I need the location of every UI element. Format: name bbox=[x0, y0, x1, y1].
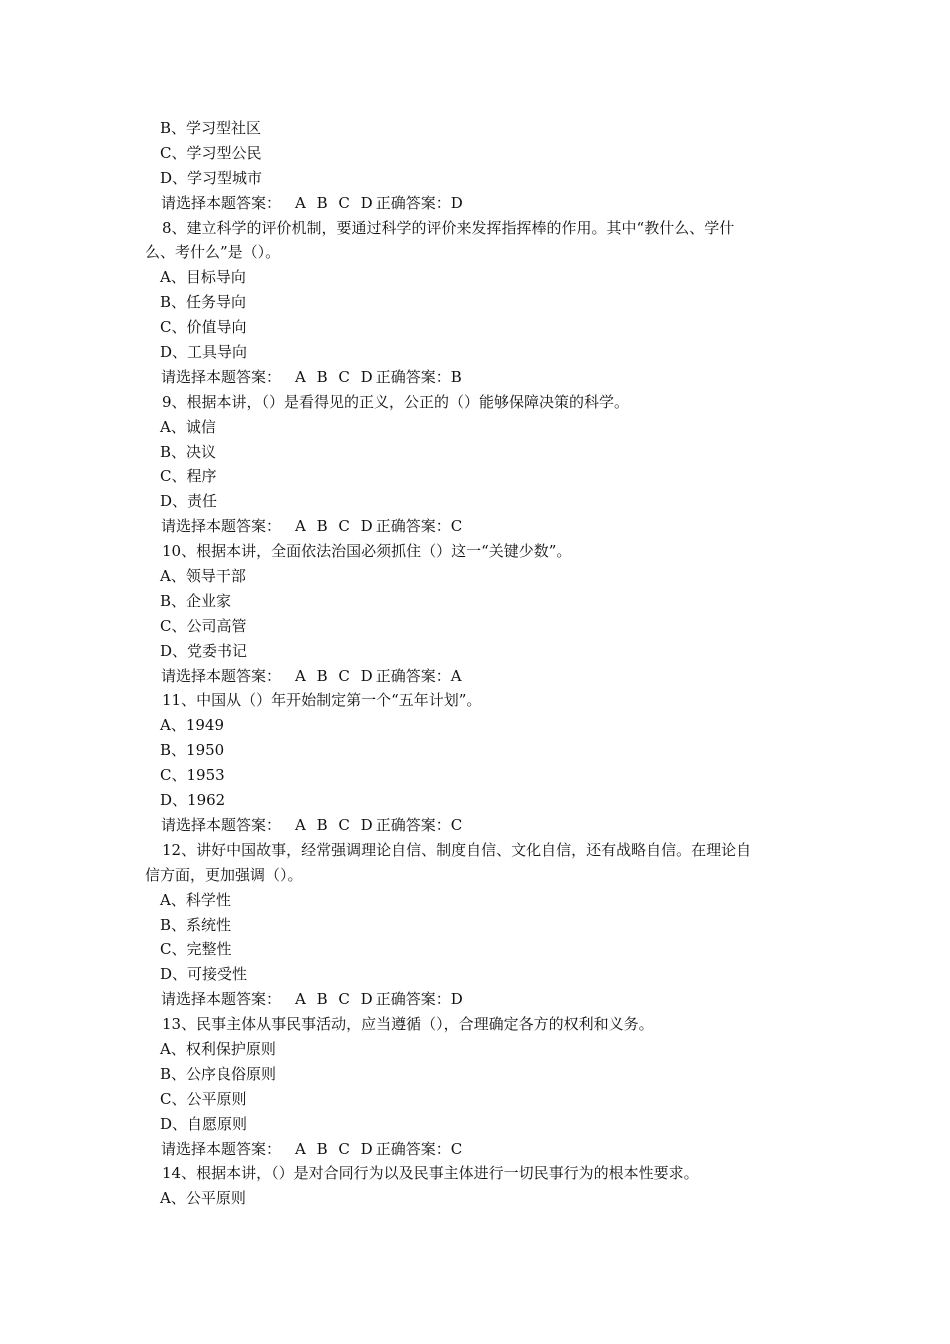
answer-option: D、责任 bbox=[160, 492, 218, 511]
question-text: 12、讲好中国故事，经常强调理论自信、制度自信、文化自信，还有战略自信。在理论自 bbox=[162, 840, 752, 859]
answer-choices: A B C D bbox=[295, 517, 376, 536]
answer-line bbox=[0, 1137, 950, 1162]
question-text: 8、建立科学的评价机制，要通过科学的评价来发挥指挥棒的作用。其中“教什么、学什 bbox=[162, 218, 735, 237]
answer-option: C、程序 bbox=[160, 467, 217, 486]
question-text: 11、中国从（）年开始制定第一个“五年计划”。 bbox=[162, 691, 482, 710]
answer-choices: A B C D bbox=[295, 1139, 376, 1158]
answer-option: D、自愿原则 bbox=[160, 1114, 248, 1133]
question-text: 14、根据本讲，（）是对合同行为以及民事主体进行一切民事行为的根本性要求。 bbox=[162, 1164, 699, 1183]
answer-line bbox=[0, 987, 950, 1012]
answer-option: C、公司高管 bbox=[160, 616, 247, 635]
answer-option: A、公平原则 bbox=[160, 1189, 246, 1208]
answer-choices: A B C D bbox=[295, 990, 376, 1009]
document-page bbox=[0, 116, 950, 1211]
answer-option: D、工具导向 bbox=[160, 343, 248, 362]
question-text: 信方面，更加强调（）。 bbox=[145, 865, 303, 884]
answer-line bbox=[0, 813, 950, 838]
correct-answer: 正确答案：B bbox=[375, 367, 462, 386]
correct-answer: 正确答案：C bbox=[375, 517, 463, 536]
answer-line bbox=[0, 514, 950, 539]
correct-answer: 正确答案：C bbox=[375, 815, 463, 834]
answer-option: D、1962 bbox=[160, 791, 226, 810]
answer-line bbox=[0, 664, 950, 689]
question-text: 13、民事主体从事民事活动，应当遵循（），合理确定各方的权利和义务。 bbox=[162, 1015, 654, 1034]
answer-option: B、1950 bbox=[160, 741, 225, 760]
correct-answer: 正确答案：A bbox=[375, 666, 462, 685]
answer-option: B、系统性 bbox=[160, 915, 232, 934]
answer-option: B、企业家 bbox=[160, 591, 232, 610]
answer-line bbox=[0, 191, 950, 216]
answer-prompt: 请选择本题答案： bbox=[161, 1139, 282, 1158]
correct-answer: 正确答案：C bbox=[375, 1139, 463, 1158]
answer-option: C、1953 bbox=[160, 766, 225, 785]
answer-prompt: 请选择本题答案： bbox=[161, 367, 282, 386]
answer-option: A、领导干部 bbox=[160, 567, 246, 586]
question-text: 9、根据本讲，（）是看得见的正义，公正的（）能够保障决策的科学。 bbox=[162, 392, 630, 411]
answer-prompt: 请选择本题答案： bbox=[161, 666, 282, 685]
answer-option: A、科学性 bbox=[160, 890, 231, 909]
answer-option: C、价值导向 bbox=[160, 318, 247, 337]
question-text: 么、考什么”是（）。 bbox=[145, 243, 281, 262]
answer-choices: A B C D bbox=[295, 193, 376, 212]
answer-option: B、决议 bbox=[160, 442, 217, 461]
answer-option: A、权利保护原则 bbox=[160, 1039, 276, 1058]
answer-choices: A B C D bbox=[295, 367, 376, 386]
answer-option: C、公平原则 bbox=[160, 1089, 247, 1108]
correct-answer: 正确答案：D bbox=[375, 193, 463, 212]
answer-option: B、公序良俗原则 bbox=[160, 1064, 277, 1083]
answer-option: B、学习型社区 bbox=[160, 119, 262, 137]
answer-option: D、学习型城市 bbox=[160, 168, 263, 187]
answer-prompt: 请选择本题答案： bbox=[161, 193, 282, 212]
answer-option: B、任务导向 bbox=[160, 293, 247, 312]
answer-option: C、完整性 bbox=[160, 940, 232, 959]
answer-option: A、1949 bbox=[160, 716, 225, 735]
question-text: 10、根据本讲，全面依法治国必须抓住（）这一“关键少数”。 bbox=[162, 542, 572, 561]
answer-option: D、党委书记 bbox=[160, 641, 248, 660]
correct-answer: 正确答案：D bbox=[375, 990, 463, 1009]
answer-choices: A B C D bbox=[295, 666, 376, 685]
answer-option: D、可接受性 bbox=[160, 965, 248, 984]
answer-option: A、诚信 bbox=[160, 417, 216, 436]
answer-prompt: 请选择本题答案： bbox=[161, 815, 282, 834]
answer-prompt: 请选择本题答案： bbox=[161, 990, 282, 1009]
answer-option: C、学习型公民 bbox=[160, 143, 262, 162]
answer-line bbox=[0, 365, 950, 390]
answer-option: A、目标导向 bbox=[160, 268, 246, 287]
answer-choices: A B C D bbox=[295, 815, 376, 834]
answer-prompt: 请选择本题答案： bbox=[161, 517, 282, 536]
